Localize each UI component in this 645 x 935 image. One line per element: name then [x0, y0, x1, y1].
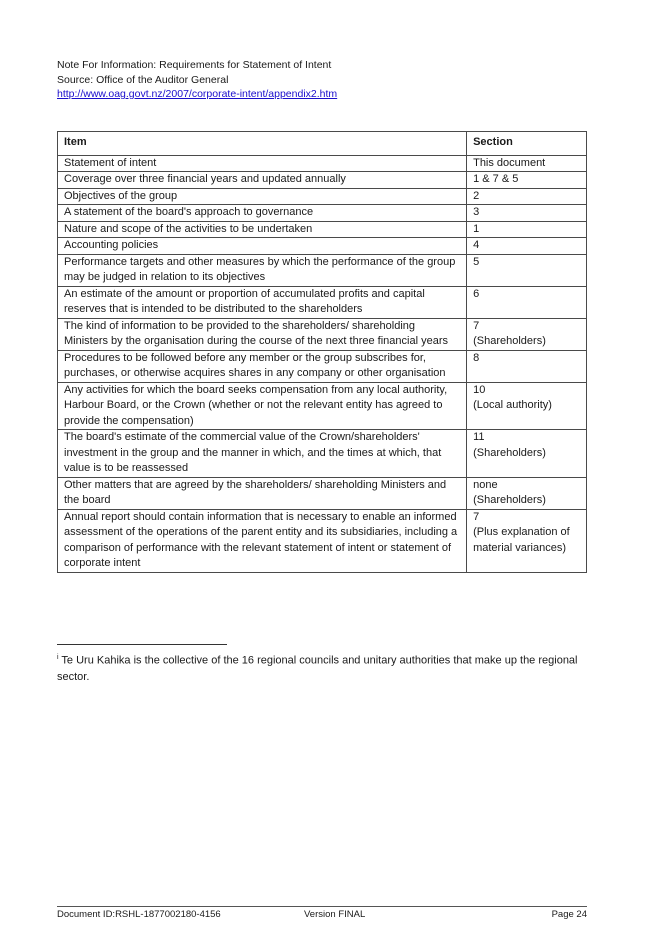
row-item: Statement of intent: [58, 155, 467, 172]
footnote: [57, 650, 587, 685]
note-source: Source: Office of the Auditor General: [57, 73, 229, 86]
row-item: Performance targets and other measures by which the performance of the group may be judged in relation to its objectives: [58, 254, 467, 286]
table-header-row: [58, 132, 587, 156]
table-row: [58, 205, 587, 222]
source-link[interactable]: http://www.oag.govt.nz/2007/corporate-intent/appendix2.htm: [57, 88, 338, 100]
row-section: none (Shareholders): [467, 477, 587, 509]
row-section: 10 (Local authority): [467, 382, 587, 430]
row-section: 8: [467, 350, 587, 382]
header-item: Item: [58, 132, 467, 156]
table-row: [58, 318, 587, 350]
table-row: [58, 477, 587, 509]
row-item: The board's estimate of the commercial value of the Crown/shareholders' investment in the group and the manner in which, and the times at which, that value is to be reassessed: [58, 430, 467, 478]
row-section: 1: [467, 221, 587, 238]
row-section: 6: [467, 286, 587, 318]
version-label: Version FINAL: [304, 909, 366, 920]
row-section: 1 & 7 & 5: [467, 172, 587, 189]
row-item: Procedures to be followed before any member or the group subscribes for, purchases, or otherwise acquires shares in any company or other organisation: [58, 350, 467, 382]
row-item: Coverage over three financial years and updated annually: [58, 172, 467, 189]
row-section: 11 (Shareholders): [467, 430, 587, 478]
row-item: Any activities for which the board seeks compensation from any local authority, Harbour Board, or the Crown (whether or not the relevant entity has agreed to provide the compensation): [58, 382, 467, 430]
table-row: [58, 430, 587, 478]
footnote-text: Te Uru Kahika is the collective of the 16 regional councils and unitary authorities that make up the regional sector.: [57, 654, 578, 683]
row-section: 5: [467, 254, 587, 286]
table-row: [58, 254, 587, 286]
footnote-divider: [57, 644, 227, 645]
document-id: Document ID:RSHL-1877002180-4156: [57, 909, 221, 920]
table-row: [58, 286, 587, 318]
header-section: Section: [467, 132, 587, 156]
table-body: [58, 155, 587, 572]
footnote-marker: i: [57, 654, 59, 661]
table-row: [58, 238, 587, 255]
row-item: The kind of information to be provided to the shareholders/ shareholding Ministers by the organisation during the course of the next three financial years: [58, 318, 467, 350]
row-item: Objectives of the group: [58, 188, 467, 205]
table-row: [58, 172, 587, 189]
table-row: [58, 350, 587, 382]
row-item: Annual report should contain information that is necessary to enable an informed assessment of the operations of the parent entity and its subsidiaries, including a comparison of performance with the relevant statement of intent or statement of corporate intent: [58, 509, 467, 572]
table-row: [58, 155, 587, 172]
table-row: [58, 188, 587, 205]
row-section: This document: [467, 155, 587, 172]
row-section: 7 (Plus explanation of material variances): [467, 509, 587, 572]
row-section: 4: [467, 238, 587, 255]
row-item: An estimate of the amount or proportion of accumulated profits and capital reserves that is intended to be distributed to the shareholders: [58, 286, 467, 318]
source-note: [57, 58, 337, 102]
row-item: Other matters that are agreed by the shareholders/ shareholding Ministers and the board: [58, 477, 467, 509]
table-row: [58, 221, 587, 238]
row-item: A statement of the board's approach to governance: [58, 205, 467, 222]
requirements-table: [57, 131, 587, 573]
row-item: Accounting policies: [58, 238, 467, 255]
footer-divider: [57, 906, 587, 907]
row-section: 3: [467, 205, 587, 222]
row-section: 7 (Shareholders): [467, 318, 587, 350]
row-item: Nature and scope of the activities to be undertaken: [58, 221, 467, 238]
table-row: [58, 382, 587, 430]
table-row: [58, 509, 587, 572]
page-number: Page 24: [551, 909, 587, 920]
note-title: Note For Information: Requirements for Statement of Intent: [57, 59, 332, 71]
row-section: 2: [467, 188, 587, 205]
